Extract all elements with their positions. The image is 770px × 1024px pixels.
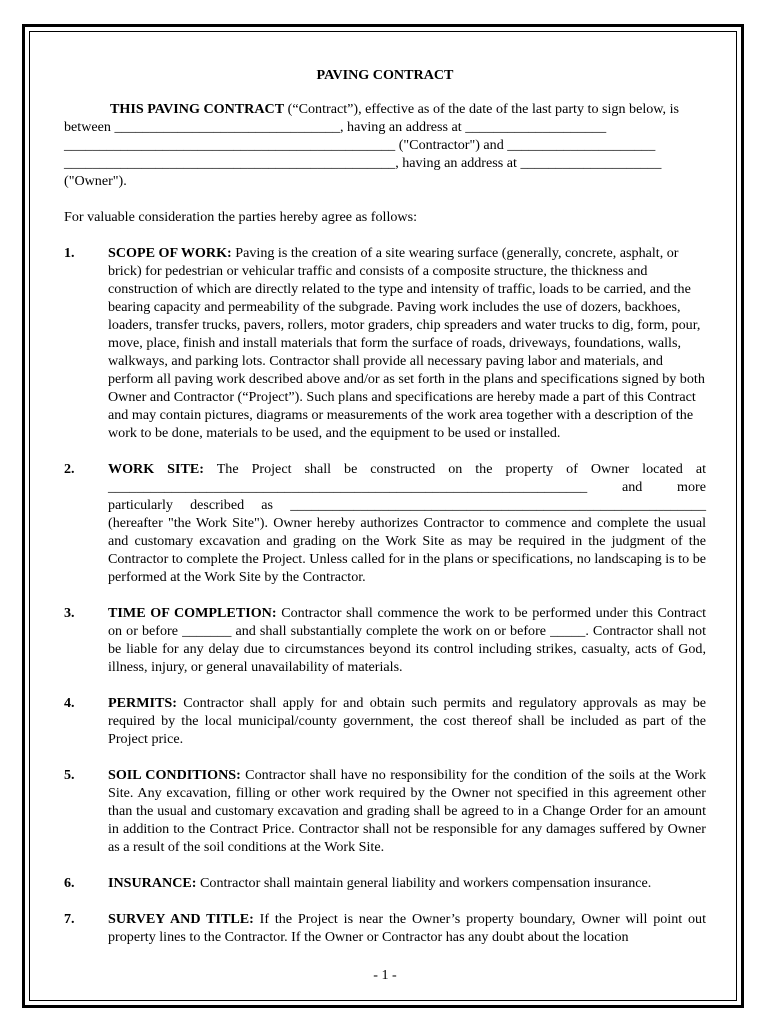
intro-paragraph	[64, 100, 706, 136]
section-heading: TIME OF COMPLETION:	[108, 605, 277, 621]
section-body: If the Project is near the Owner’s property boundary, Owner will point out property lines to the Contractor. If the Owner or Contractor has any doubt about the location	[108, 911, 706, 945]
section-number: 3.	[64, 605, 75, 621]
section-number: 6.	[64, 875, 75, 891]
section-insurance	[64, 874, 706, 892]
section-work-site	[64, 460, 706, 586]
section-heading: INSURANCE:	[108, 875, 197, 891]
intro-line4: ("Owner").	[64, 173, 127, 189]
section-body: Contractor shall have no responsibility for the condition of the soils at the Work Site. Any excavation, filling or other work required by the Owner not specified in this agreement other than the usual and customary excavation and grading shall be agreed to in a Change Order for an amount in addition to the Contract Price. Contractor shall not be responsible for any damages suffered by Owner as a result of the soil conditions at the Work Site.	[108, 767, 706, 855]
section-body: The Project shall be constructed on the property of Owner located at ____________________________________________________________________ and more particularly described as ___________________________________________________________ (hereafter "the Work Site"). Owner hereby authorizes Contractor to commence and complete the usual and customary excavation and grading on the Work Site as may be required in the judgment of the Contractor to complete the Project. Unless called for in the plans or specifications, no landscaping is to be performed at the Work Site by the Contractor.	[108, 461, 706, 585]
intro-bold-lead: THIS PAVING CONTRACT	[110, 101, 285, 117]
section-body: Contractor shall apply for and obtain such permits and regulatory approvals as may be required by the local municipal/county government, the cost thereof shall be included as part of the Project price.	[108, 695, 706, 747]
document-body	[64, 66, 706, 946]
section-body: Contractor shall commence the work to be performed under this Contract on or before _______ and shall substantially complete the work on or before _____. Contractor shall not be liable for any delay due to circumstances beyond its control including strikes, casualty, acts of God, illness, injury, or general unavailability of materials.	[108, 605, 707, 675]
intro-line3: _______________________________________________, having an address at ____________________	[64, 155, 662, 171]
section-number: 5.	[64, 767, 75, 783]
section-heading: SURVEY AND TITLE:	[108, 911, 254, 927]
page-number: - 1 -	[373, 967, 397, 983]
section-time-of-completion	[64, 604, 706, 676]
intro-line1: (“Contract”), effective as of the date of the last party to sign below, is between ________________________________, having an address at ____________________	[64, 101, 680, 135]
section-permits	[64, 694, 706, 748]
section-scope-of-work	[64, 244, 706, 442]
section-number: 4.	[64, 695, 75, 711]
section-heading: SCOPE OF WORK:	[108, 245, 232, 261]
section-number: 1.	[64, 245, 75, 261]
section-soil-conditions	[64, 766, 706, 856]
section-heading: SOIL CONDITIONS:	[108, 767, 241, 783]
document-title: PAVING CONTRACT	[316, 67, 454, 83]
section-number: 7.	[64, 911, 75, 927]
section-survey-and-title	[64, 910, 706, 946]
section-number: 2.	[64, 461, 75, 477]
section-heading: WORK SITE:	[108, 461, 204, 477]
intro-line2: _______________________________________________ ("Contractor") and _____________________	[64, 137, 656, 153]
section-body: Paving is the creation of a site wearing surface (generally, concrete, asphalt, or brick) for pedestrian or vehicular traffic and consists of a composite structure, the thickness and construction of which are directly related to the type and intensity of traffic, loads to be carried, and the bearing capacity and permeability of the subgrade. Paving work includes the use of dozers, backhoes, loaders, transfer trucks, pavers, rollers, motor graders, chip spreaders and water trucks to dig, form, pour, move, place, finish and install materials that form the surface of roads, driveways, foundations, walls, walkways, and parking lots. Contractor shall provide all necessary paving labor and materials, and perform all paving work described above and/or as set forth in the plans and specifications signed by both Owner and Contractor (“Project”). Such plans and specifications are hereby made a part of this Contract and may contain pictures, diagrams or measurements of the work area together with a description of the work to be done, materials to be used, and the equipment to be used or installed.	[108, 245, 705, 441]
section-heading: PERMITS:	[108, 695, 177, 711]
section-body: Contractor shall maintain general liability and workers compensation insurance.	[196, 875, 652, 891]
consideration-text: For valuable consideration the parties hereby agree as follows:	[64, 209, 418, 225]
